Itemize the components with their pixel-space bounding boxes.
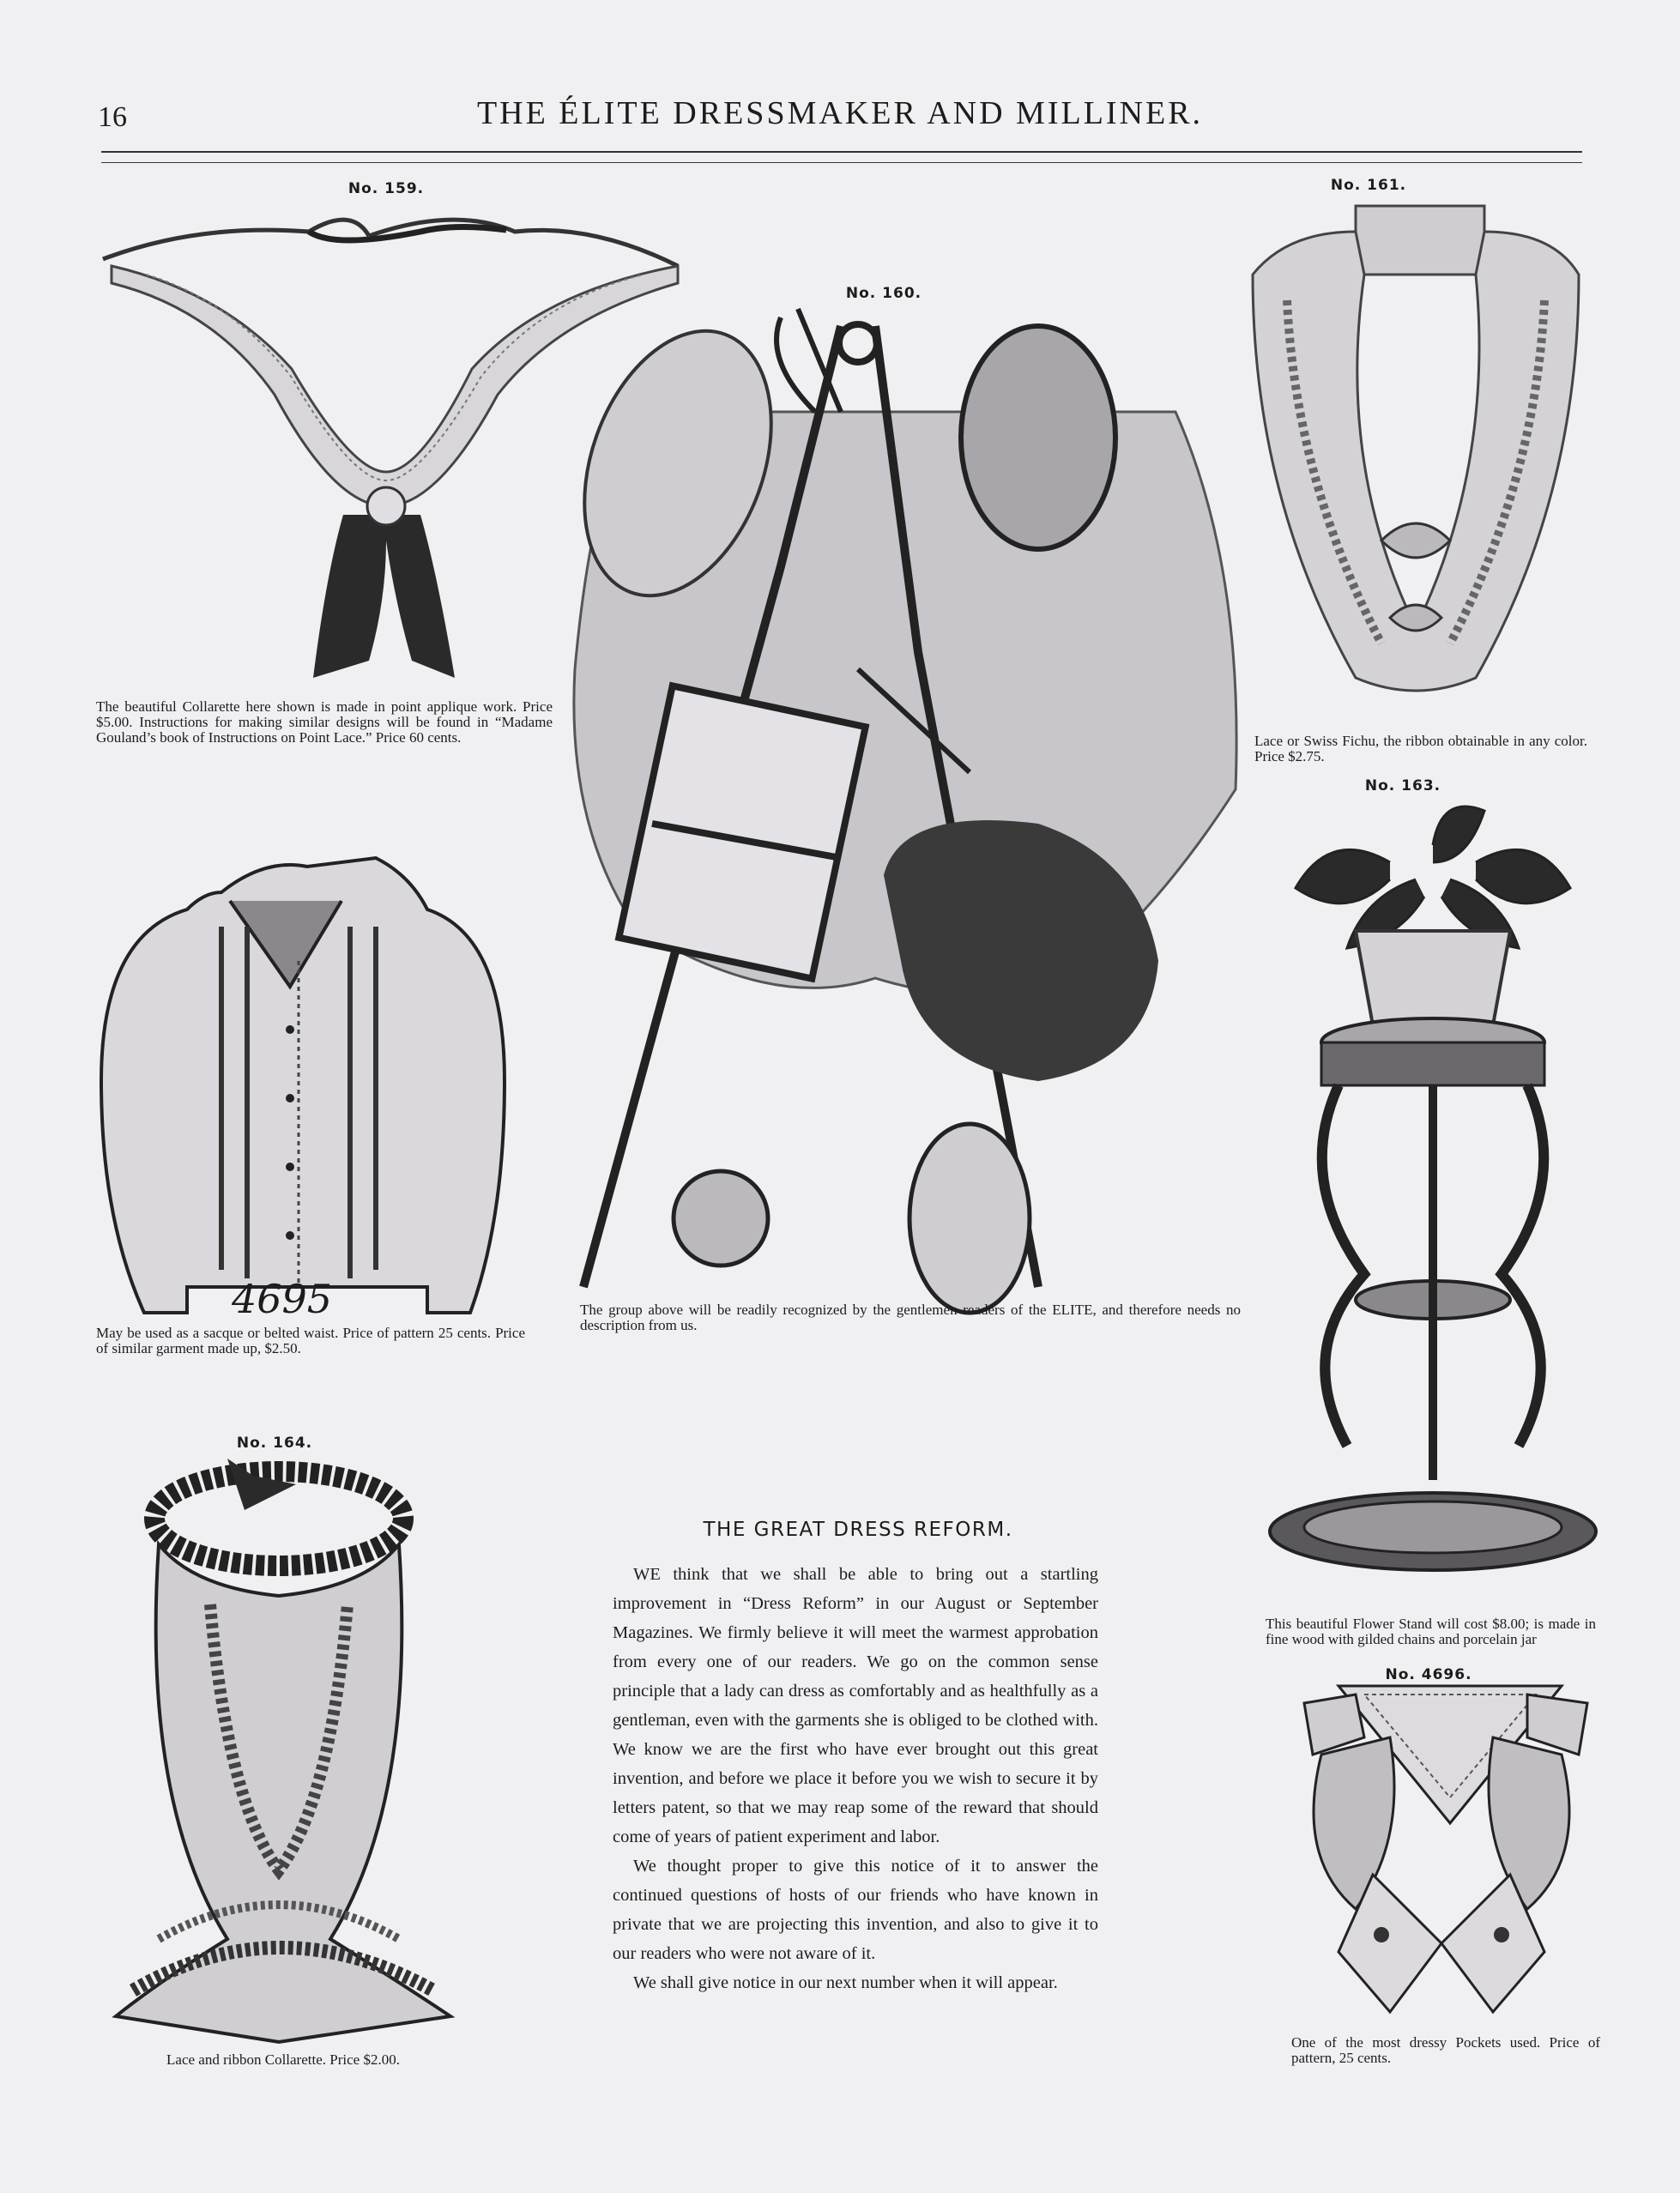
item-label-4696: No. 4696.	[1385, 1666, 1472, 1683]
caption-164: Lace and ribbon Collarette. Price $2.00.	[166, 2051, 400, 2068]
caption-4695: May be used as a sacque or belted waist. Price of pattern 25 cents. Price of similar garment made up, $2.50.	[96, 1325, 525, 1356]
page-title: THE ÉLITE DRESSMAKER AND MILLINER.	[476, 95, 1204, 131]
caption-163: This beautiful Flower Stand will cost $8.00; is made in fine wood with gilded chains and porcelain jar	[1266, 1616, 1596, 1647]
page-number: 16	[98, 101, 127, 133]
figure-number-4695: 4695	[232, 1276, 333, 1322]
pocket-illustration	[1287, 1686, 1596, 2029]
item-label-160: No. 160.	[845, 285, 922, 302]
lace-collarette-illustration	[107, 1459, 459, 2042]
caption-4696: One of the most dressy Pockets used. Price of pattern, 25 cents.	[1291, 2034, 1600, 2066]
header-rule-bottom	[101, 162, 1582, 163]
caption-160: The group above will be readily recognized by the gentlemen readers of the ELITE, and therefore needs no description from us.	[580, 1302, 1241, 1333]
header-rule-top	[101, 151, 1582, 153]
article-body	[613, 1560, 1098, 1997]
item-label-164: No. 164.	[236, 1435, 313, 1452]
article-paragraph: We shall give notice in our next number when it will appear.	[633, 1973, 1058, 1992]
fichu-illustration	[1236, 197, 1596, 695]
caption-161: Lace or Swiss Fichu, the ribbon obtainable in any color. Price $2.75.	[1254, 733, 1587, 764]
caption-159: The beautiful Collarette here shown is made in point applique work. Price $5.00. Instructions for making similar designs will be found in “Madame Gouland’s book of Instructions on Point Lace.” Price 60 cents.	[96, 698, 553, 746]
article-paragraph: WE think that we shall be able to bring out a startling improvement in “Dress Reform” in our August or September Magazines. We firmly believe it will meet the warmest approbation from every one of our readers. We go on the common sense principle that a lady can dress as comfortably and as healthfully as a gentleman, even with the garments she is obliged to be clothed with. We know we are the first who have ever brought out this great invention, and before we place it before you we wish to secure it by letters patent, so that we may reap some of the reward that should come of years of patient experiment and labor.	[613, 1565, 1098, 1846]
sporting-group-illustration	[558, 309, 1244, 1296]
item-label-159: No. 159.	[347, 180, 425, 197]
flower-stand-illustration	[1261, 794, 1604, 1609]
article-paragraph: We thought proper to give this notice of it to answer the continued questions of hosts of our friends who have known in private that we are projecting this invention, and also to give it to our readers who were not aware of it.	[613, 1857, 1098, 1963]
jacket-illustration	[93, 858, 522, 1321]
item-label-161: No. 161.	[1330, 177, 1407, 194]
article-title: THE GREAT DRESS REFORM.	[703, 1519, 1013, 1541]
item-label-163: No. 163.	[1364, 777, 1441, 794]
